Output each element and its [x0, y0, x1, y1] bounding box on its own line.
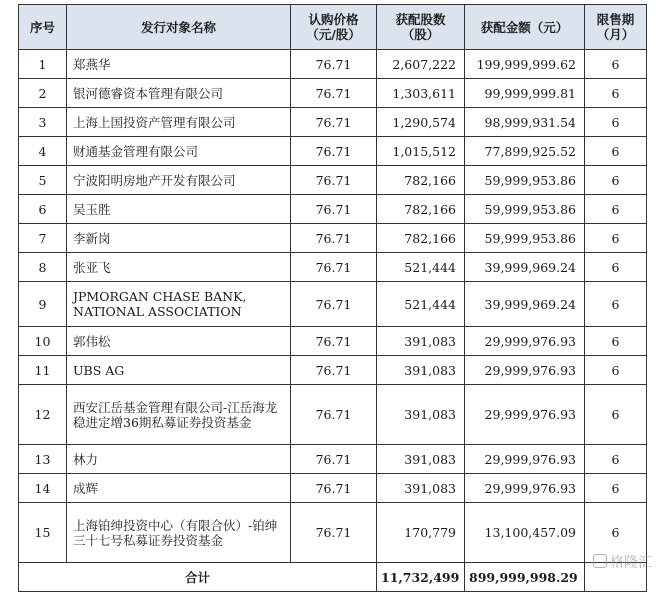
table-row: [19, 445, 647, 474]
header-name: 发行对象名称: [67, 5, 291, 50]
cell-name: 西安江岳基金管理有限公司-江岳海龙稳进定增36期私募证券投资基金: [67, 385, 291, 445]
cell-lock: 6: [585, 108, 647, 137]
table-row: [19, 137, 647, 166]
watermark-logo-icon: [593, 554, 607, 568]
total-shares: 11,732,499: [377, 563, 465, 592]
cell-amount: 39,999,969.24: [465, 253, 585, 282]
header-no: 序号: [19, 5, 67, 50]
cell-shares: 1,290,574: [377, 108, 465, 137]
total-amount: 899,999,998.29: [465, 563, 585, 592]
table-row: [19, 503, 647, 563]
cell-price: 76.71: [291, 224, 377, 253]
cell-lock: 6: [585, 327, 647, 356]
header-price: 认购价格（元/股）: [291, 5, 377, 50]
cell-shares: 2,607,222: [377, 50, 465, 79]
cell-shares: 782,166: [377, 224, 465, 253]
cell-lock: 6: [585, 50, 647, 79]
cell-price: 76.71: [291, 195, 377, 224]
total-label: 合计: [19, 563, 377, 592]
cell-lock: 6: [585, 356, 647, 385]
cell-shares: 391,083: [377, 356, 465, 385]
table-row: [19, 195, 647, 224]
cell-amount: 29,999,976.93: [465, 356, 585, 385]
cell-name: 上海上国投资产管理有限公司: [67, 108, 291, 137]
cell-no: 14: [19, 474, 67, 503]
cell-shares: 782,166: [377, 166, 465, 195]
cell-shares: 170,779: [377, 503, 465, 563]
cell-amount: 199,999,999.62: [465, 50, 585, 79]
cell-price: 76.71: [291, 503, 377, 563]
cell-amount: 29,999,976.93: [465, 327, 585, 356]
cell-lock: 6: [585, 137, 647, 166]
cell-amount: 29,999,976.93: [465, 445, 585, 474]
cell-shares: 391,083: [377, 327, 465, 356]
table-row: [19, 108, 647, 137]
cell-no: 6: [19, 195, 67, 224]
cell-no: 10: [19, 327, 67, 356]
cell-no: 1: [19, 50, 67, 79]
cell-shares: 1,303,611: [377, 79, 465, 108]
placement-allocation-table: [18, 4, 647, 592]
cell-name: 郑燕华: [67, 50, 291, 79]
cell-amount: 59,999,953.86: [465, 166, 585, 195]
table-row: [19, 166, 647, 195]
table-row: [19, 474, 647, 503]
table-row: [19, 327, 647, 356]
cell-price: 76.71: [291, 166, 377, 195]
cell-no: 3: [19, 108, 67, 137]
cell-shares: 391,083: [377, 474, 465, 503]
table-row: [19, 224, 647, 253]
cell-name: 林力: [67, 445, 291, 474]
cell-price: 76.71: [291, 282, 377, 327]
cell-lock: 6: [585, 474, 647, 503]
cell-amount: 29,999,976.93: [465, 385, 585, 445]
watermark: [593, 552, 652, 572]
cell-price: 76.71: [291, 108, 377, 137]
cell-no: 5: [19, 166, 67, 195]
cell-name: 银河德睿资本管理有限公司: [67, 79, 291, 108]
cell-amount: 59,999,953.86: [465, 224, 585, 253]
cell-name: 财通基金管理有限公司: [67, 137, 291, 166]
cell-no: 4: [19, 137, 67, 166]
cell-amount: 59,999,953.86: [465, 195, 585, 224]
cell-name: 上海铂绅投资中心（有限合伙）-铂绅三十七号私募证券投资基金: [67, 503, 291, 563]
cell-no: 11: [19, 356, 67, 385]
cell-amount: 99,999,999.81: [465, 79, 585, 108]
cell-amount: 98,999,931.54: [465, 108, 585, 137]
cell-amount: 39,999,969.24: [465, 282, 585, 327]
cell-no: 2: [19, 79, 67, 108]
cell-lock: 6: [585, 503, 647, 563]
header-lock: 限售期（月）: [585, 5, 647, 50]
cell-shares: 782,166: [377, 195, 465, 224]
table-row: [19, 253, 647, 282]
table-body: [19, 50, 647, 563]
cell-no: 13: [19, 445, 67, 474]
cell-price: 76.71: [291, 79, 377, 108]
header-row: [19, 5, 647, 50]
cell-price: 76.71: [291, 137, 377, 166]
watermark-text: 格隆汇: [610, 555, 652, 571]
cell-name: 郭伟松: [67, 327, 291, 356]
cell-amount: 13,100,457.09: [465, 503, 585, 563]
cell-no: 7: [19, 224, 67, 253]
cell-price: 76.71: [291, 445, 377, 474]
cell-name: JPMORGAN CHASE BANK, NATIONAL ASSOCIATION: [67, 282, 291, 327]
header-shares: 获配股数（股）: [377, 5, 465, 50]
cell-price: 76.71: [291, 474, 377, 503]
cell-lock: 6: [585, 166, 647, 195]
table-row: [19, 356, 647, 385]
cell-no: 8: [19, 253, 67, 282]
cell-shares: 521,444: [377, 253, 465, 282]
cell-name: 李新岗: [67, 224, 291, 253]
table-row: [19, 385, 647, 445]
total-row: [19, 563, 647, 592]
cell-lock: 6: [585, 445, 647, 474]
table-row: [19, 79, 647, 108]
cell-name: 宁波阳明房地产开发有限公司: [67, 166, 291, 195]
cell-name: 成辉: [67, 474, 291, 503]
cell-lock: 6: [585, 282, 647, 327]
cell-no: 15: [19, 503, 67, 563]
cell-name: 张亚飞: [67, 253, 291, 282]
cell-lock: 6: [585, 385, 647, 445]
cell-no: 9: [19, 282, 67, 327]
cell-shares: 391,083: [377, 445, 465, 474]
cell-price: 76.71: [291, 50, 377, 79]
cell-price: 76.71: [291, 356, 377, 385]
cell-shares: 521,444: [377, 282, 465, 327]
cell-amount: 29,999,976.93: [465, 474, 585, 503]
cell-price: 76.71: [291, 253, 377, 282]
cell-price: 76.71: [291, 327, 377, 356]
cell-name: 吴玉胜: [67, 195, 291, 224]
cell-price: 76.71: [291, 385, 377, 445]
cell-shares: 391,083: [377, 385, 465, 445]
cell-name: UBS AG: [67, 356, 291, 385]
table-row: [19, 282, 647, 327]
cell-no: 12: [19, 385, 67, 445]
cell-lock: 6: [585, 79, 647, 108]
table-row: [19, 50, 647, 79]
cell-amount: 77,899,925.52: [465, 137, 585, 166]
cell-lock: 6: [585, 195, 647, 224]
header-amount: 获配金额（元）: [465, 5, 585, 50]
cell-shares: 1,015,512: [377, 137, 465, 166]
cell-lock: 6: [585, 224, 647, 253]
cell-lock: 6: [585, 253, 647, 282]
